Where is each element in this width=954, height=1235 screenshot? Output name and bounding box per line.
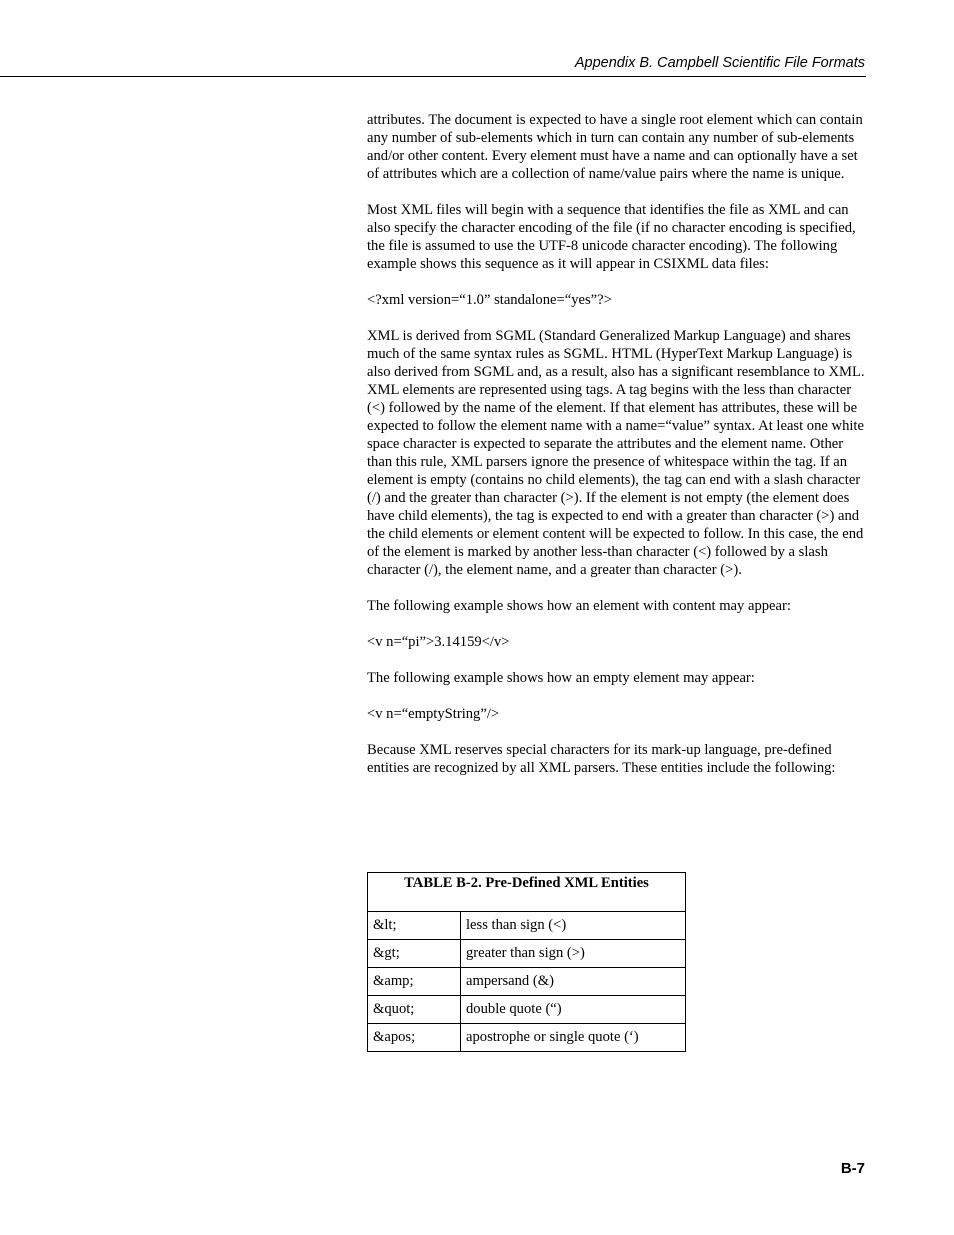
meaning-cell: less than sign (<) [461,912,686,940]
page-number: B-7 [840,1160,865,1177]
code-xml-declaration: <?xml version=“1.0” standalone=“yes”?> [367,292,612,308]
paragraph-entities-intro: Because XML reserves special characters for its mark-up language, pre-defined entities are recognized by all XML parsers. These entities include the following: [367,742,836,776]
table-row [368,968,686,996]
meaning-cell: ampersand (&) [461,968,686,996]
table-row [368,912,686,940]
table-row [368,996,686,1024]
table-caption-row [368,873,686,912]
body-text [367,111,867,795]
entity-cell: &amp; [368,968,461,996]
xml-entities-table [367,872,686,1052]
table-row [368,1024,686,1052]
code-content-example: <v n=“pi”>3.14159</v> [367,634,510,650]
meaning-cell: double quote (“) [461,996,686,1024]
header-divider [0,76,866,77]
table-caption: TABLE B-2. Pre-Defined XML Entities [368,873,686,912]
code-empty-example: <v n=“emptyString”/> [367,706,500,722]
running-header: Appendix B. Campbell Scientific File Formats [574,55,865,71]
entity-cell: &apos; [368,1024,461,1052]
paragraph-xml-header: Most XML files will begin with a sequence that identifies the file as XML and can also specify the character encoding of the file (if no character encoding is specified, the file is assumed to use the UTF-8 unicode character encoding). The following example shows this sequence as it will appear in CSIXML data files: [367,202,856,272]
paragraph-sgml-syntax: XML is derived from SGML (Standard Generalized Markup Language) and shares much of the same syntax rules as SGML. HTML (HyperText Markup Language) is also derived from SGML and, as a result, also has a significant resemblance to XML. XML elements are represented using tags. A tag begins with the less than character (<) followed by the name of the element. If that element has attributes, these will be expected to follow the element name with a name=“value” syntax. At least one white space character is expected to separate the attributes and the element name. Other than this rule, XML parsers ignore the presence of whitespace within the tag. If an element is empty (contains no child elements), the tag can end with a slash character (/) and the greater than character (>). If the element is not empty (the element does have child elements), the tag is expected to end with a greater than character (>) and the child elements or element content will be expected to follow. In this case, the end of the element is marked by another less-than character (<) followed by a slash character (/), the element name, and a greater than character (>). [367,328,865,578]
meaning-cell: apostrophe or single quote (‘) [461,1024,686,1052]
entity-cell: &lt; [368,912,461,940]
paragraph-empty-example-intro: The following example shows how an empty element may appear: [367,670,755,686]
meaning-cell: greater than sign (>) [461,940,686,968]
paragraph-attributes: attributes. The document is expected to have a single root element which can contain any number of sub-elements which in turn can contain any number of sub-elements and/or other content. Every element must have a name and can optionally have a set of attributes which are a collection of name/value pairs where the name is unique. [367,112,863,182]
entity-cell: &quot; [368,996,461,1024]
entity-cell: &gt; [368,940,461,968]
paragraph-content-example-intro: The following example shows how an element with content may appear: [367,598,791,614]
table-row [368,940,686,968]
